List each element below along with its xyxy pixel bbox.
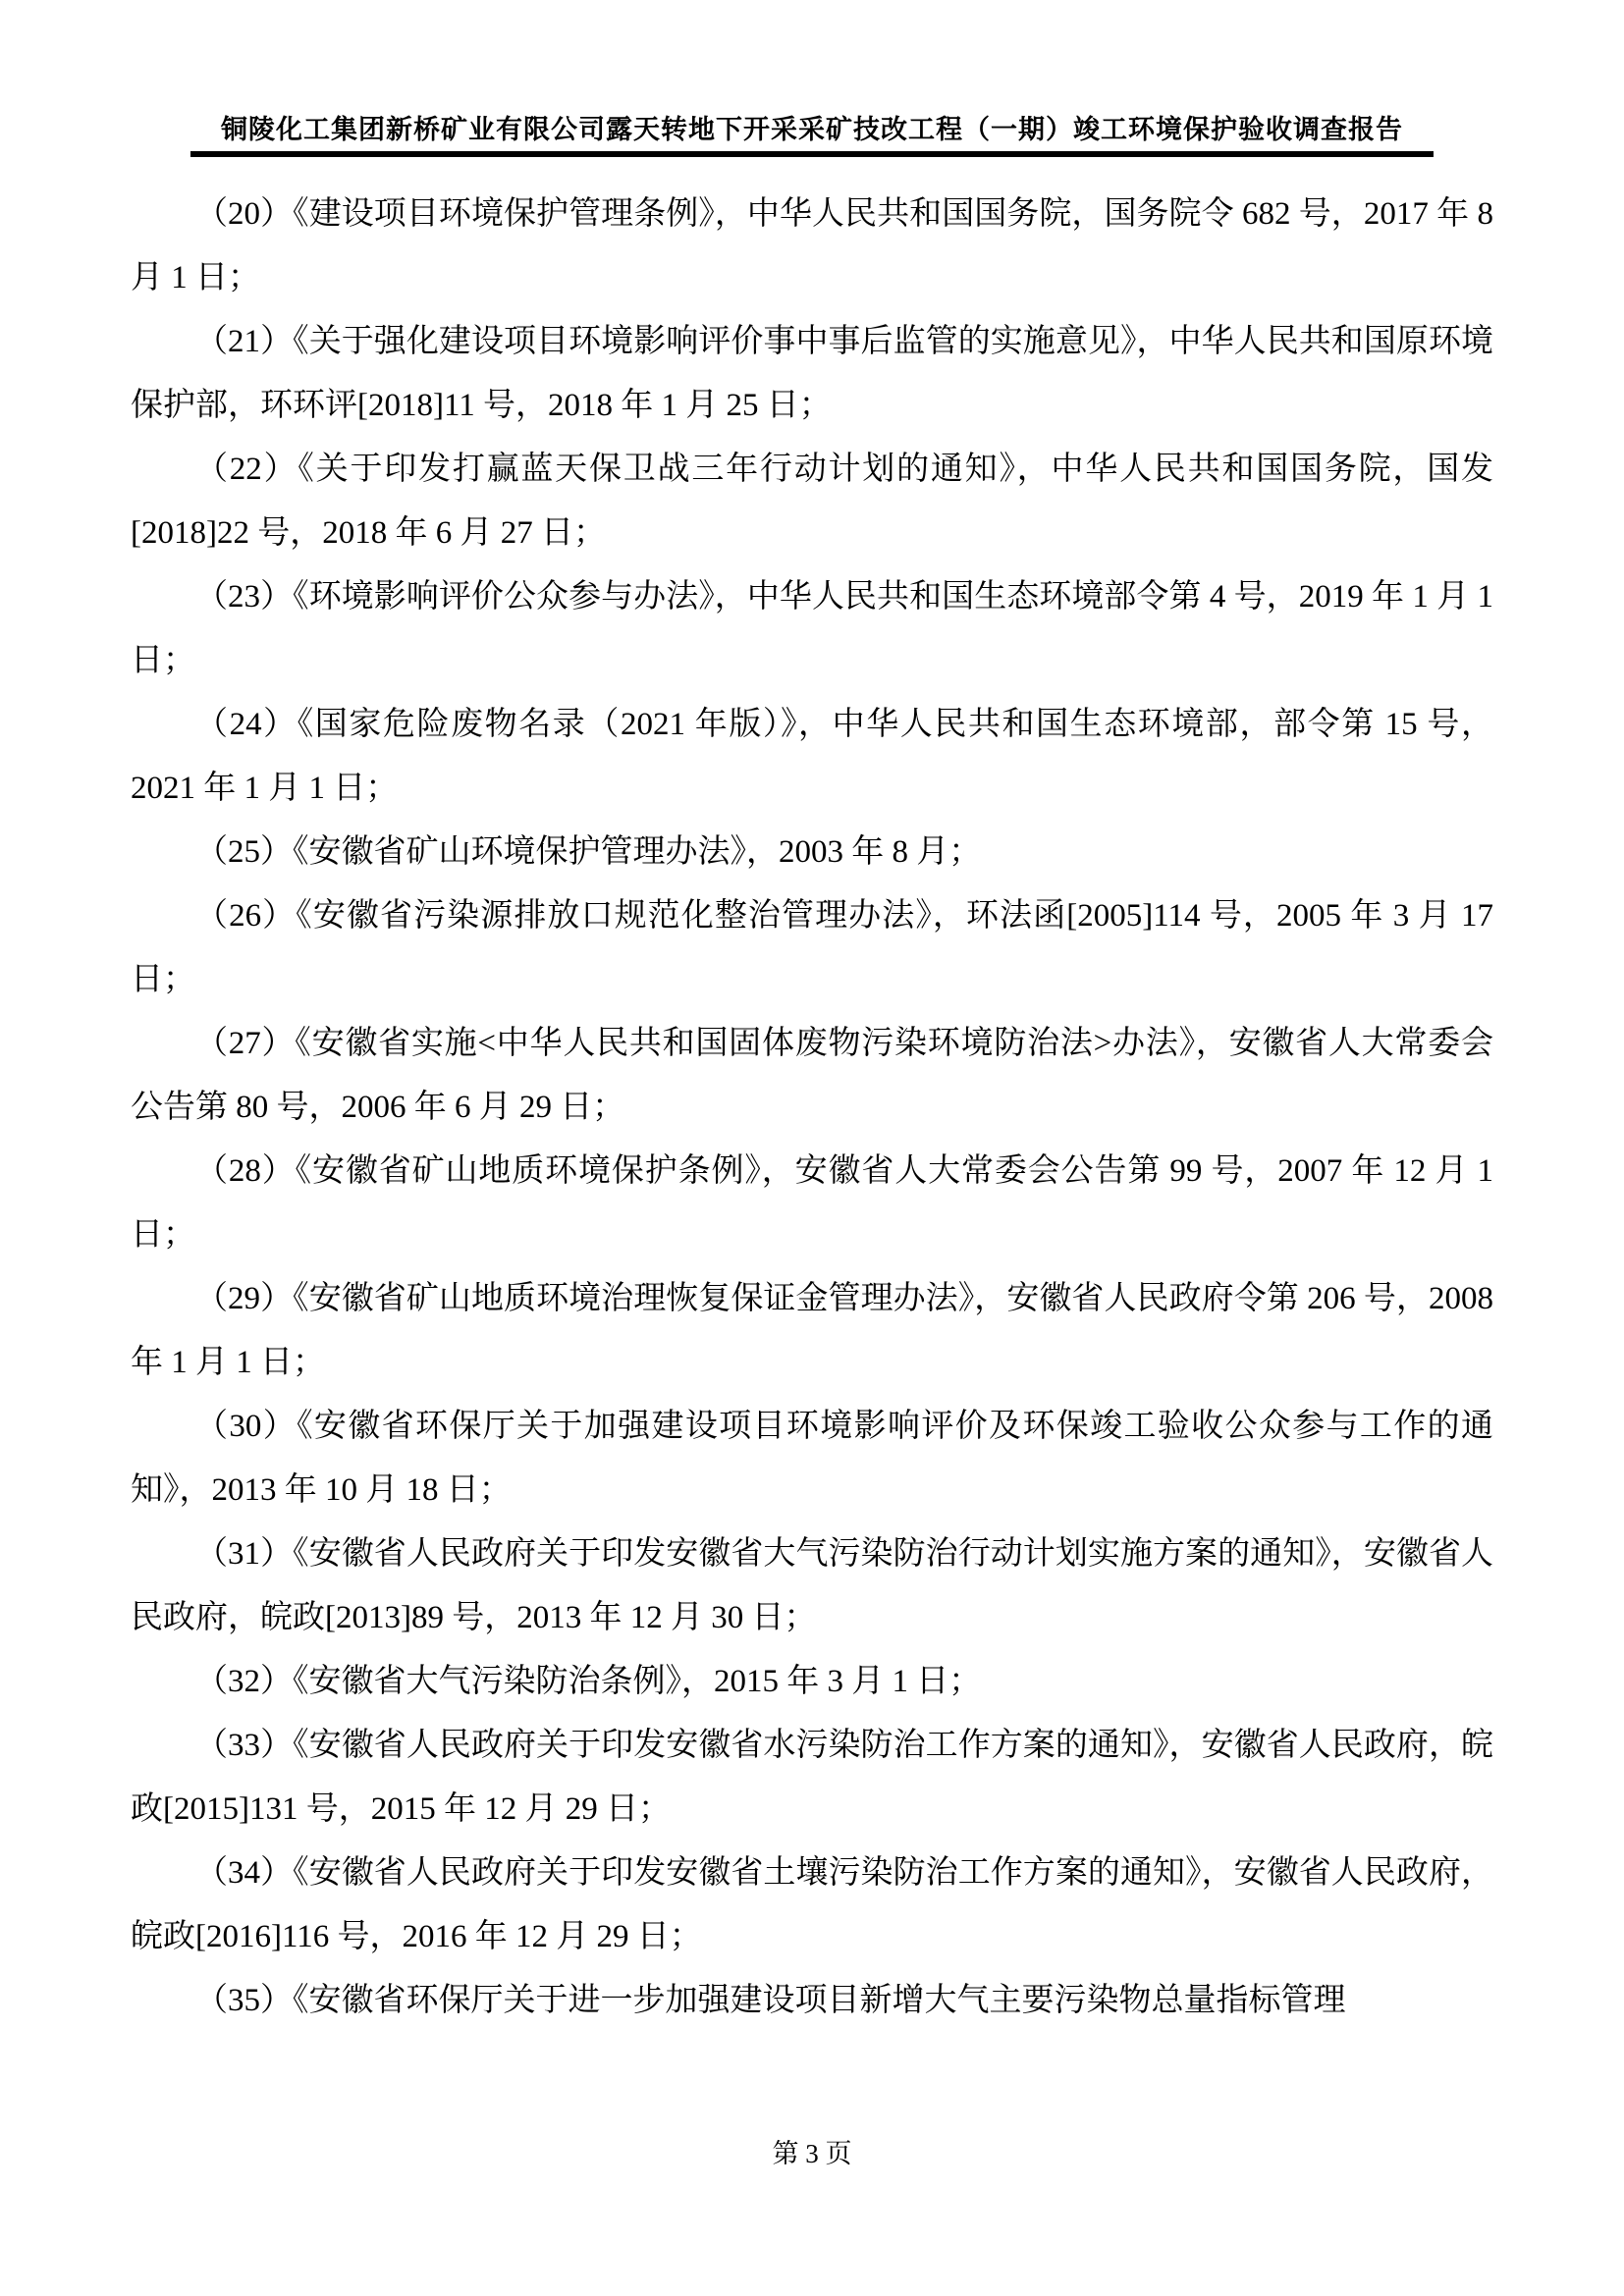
legal-reference-item: （22）《关于印发打赢蓝天保卫战三年行动计划的通知》，中华人民共和国国务院，国发[2018]22 号，2018 年 6 月 27 日；: [131, 452, 1493, 551]
legal-reference-item: （25）《安徽省矿山环境保护管理办法》，2003 年 8 月；: [195, 834, 982, 870]
legal-reference-item: （27）《安徽省实施<中华人民共和国固体废物污染环境防治法>办法》，安徽省人大常委会公告第 80 号，2006 年 6 月 29 日；: [131, 1026, 1493, 1125]
page-footer: [0, 2132, 1624, 2170]
legal-reference-item: （35）《安徽省环保厅关于进一步加强建设项目新增大气主要污染物总量指标管理: [195, 1983, 1346, 2018]
legal-reference-item: （30）《安徽省环保厅关于加强建设项目环境影响评价及环保竣工验收公众参与工作的通知》，2013 年 10 月 18 日；: [131, 1409, 1493, 1508]
page-header-title: 铜陵化工集团新桥矿业有限公司露天转地下开采采矿技改工程（一期）竣工环境保护验收调查报告: [221, 115, 1403, 144]
legal-reference-item: （20）《建设项目环境保护管理条例》，中华人民共和国国务院，国务院令 682 号，2017 年 8 月 1 日；: [131, 196, 1494, 295]
legal-reference-item: （28）《安徽省矿山地质环境保护条例》，安徽省人大常委会公告第 99 号，2007 年 12 月 1 日；: [131, 1153, 1493, 1253]
legal-reference-item: （21）《关于强化建设项目环境影响评价事中事后监管的实施意见》，中华人民共和国原环境保护部，环环评[2018]11 号，2018 年 1 月 25 日；: [131, 324, 1493, 423]
legal-reference-item: （34）《安徽省人民政府关于印发安徽省土壤污染防治工作方案的通知》，安徽省人民政府，皖政[2016]116 号，2016 年 12 月 29 日；: [131, 1855, 1493, 1954]
legal-reference-item: （29）《安徽省矿山地质环境治理恢复保证金管理办法》，安徽省人民政府令第 206 号，2008 年 1 月 1 日；: [131, 1281, 1493, 1380]
references-list: [131, 183, 1493, 2033]
legal-reference-item: （33）《安徽省人民政府关于印发安徽省水污染防治工作方案的通知》，安徽省人民政府，皖政[2015]131 号，2015 年 12 月 29 日；: [131, 1728, 1493, 1827]
page-number: 第 3 页: [772, 2139, 852, 2168]
legal-reference-item: （32）《安徽省大气污染防治条例》，2015 年 3 月 1 日；: [195, 1664, 982, 1699]
page-header: [190, 108, 1434, 157]
legal-reference-item: （23）《环境影响评价公众参与办法》，中华人民共和国生态环境部令第 4 号，2019 年 1 月 1 日；: [131, 579, 1493, 678]
legal-reference-item: （24）《国家危险废物名录（2021 年版）》，中华人民共和国生态环境部，部令第 15 号，2021 年 1 月 1 日；: [131, 707, 1493, 806]
legal-reference-item: （31）《安徽省人民政府关于印发安徽省大气污染防治行动计划实施方案的通知》，安徽省人民政府，皖政[2013]89 号，2013 年 12 月 30 日；: [131, 1536, 1493, 1635]
legal-reference-item: （26）《安徽省污染源排放口规范化整治管理办法》，环法函[2005]114 号，2005 年 3 月 17 日；: [131, 898, 1493, 997]
